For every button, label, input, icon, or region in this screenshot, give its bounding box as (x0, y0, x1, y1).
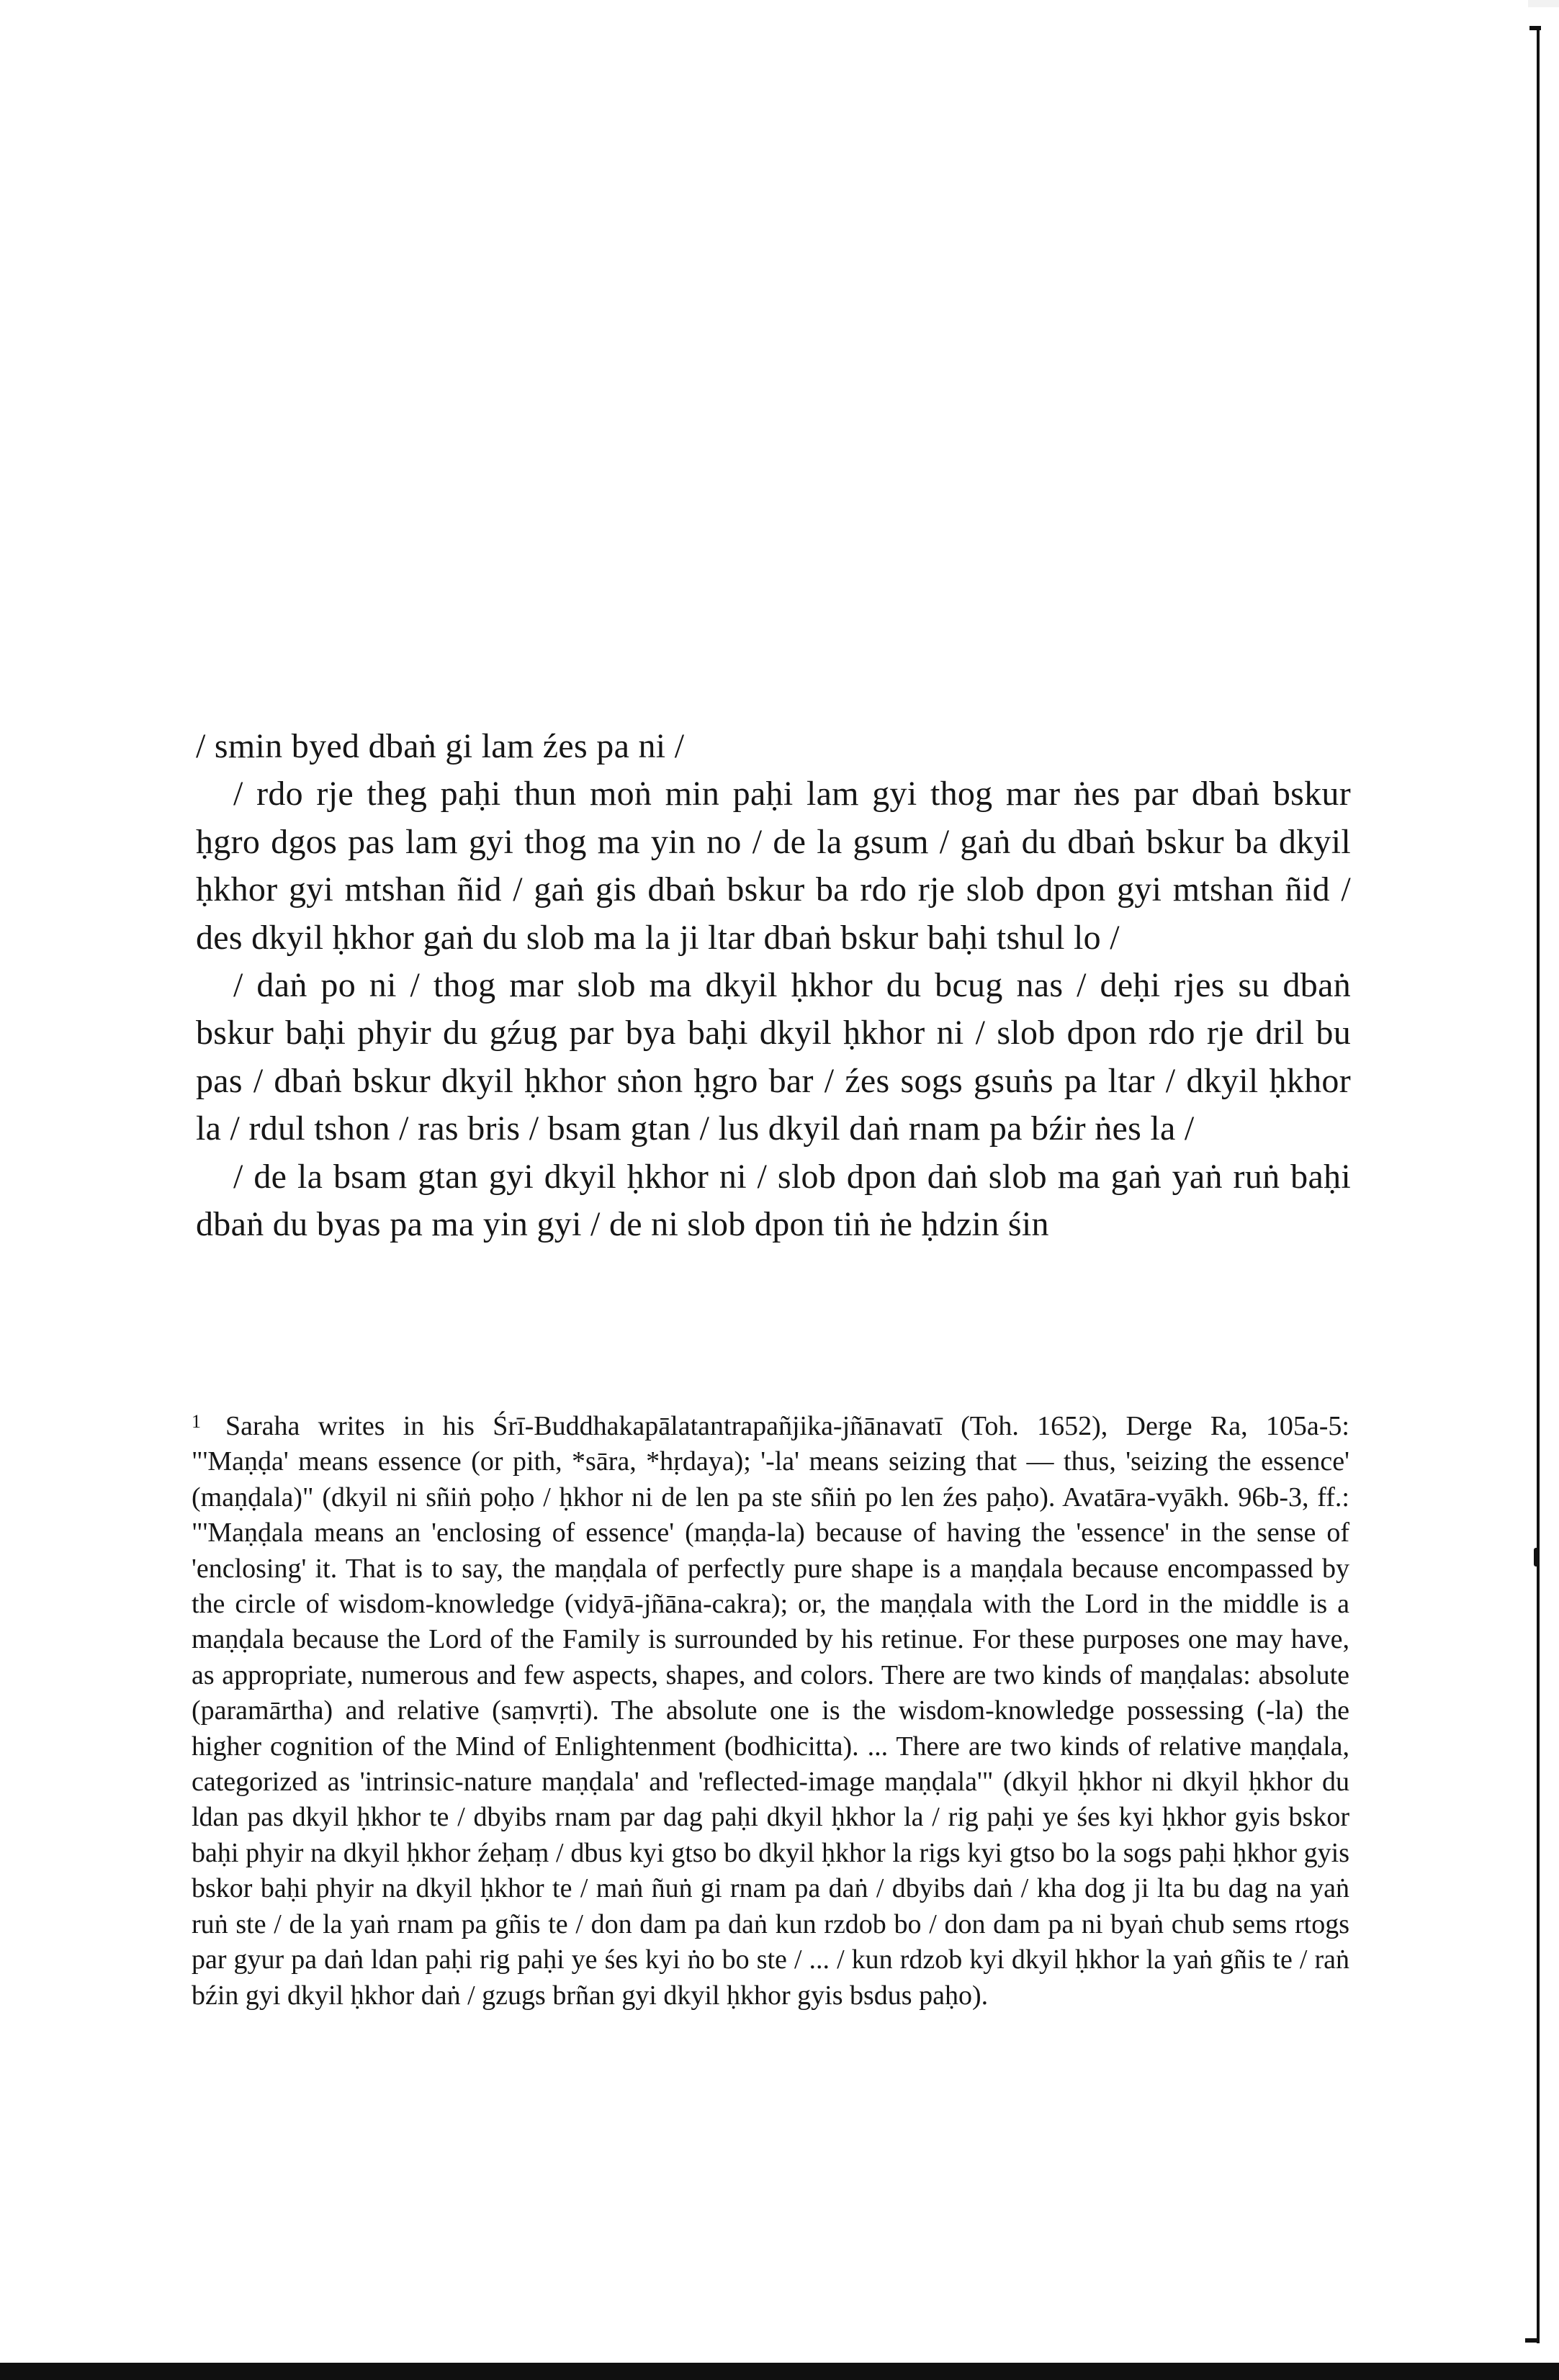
footnote-number: 1 (192, 1411, 201, 1432)
binding-edge-notch (1534, 1548, 1540, 1567)
main-paragraph-3: / daṅ po ni / thog mar slob ma dkyil ḥkhor du bcug nas / deḥi rjes su dbaṅ bskur baḥi phyir du gźug par bya baḥi dkyil ḥkhor ni / slob dpon rdo rje dril bu pas / dbaṅ bskur dkyil ḥkhor sṅon ḥgro bar / źes sogs gsuṅs pa ltar / dkyil ḥkhor la / rdul tshon / ras bris / bsam gtan / lus dkyil daṅ rnam pa bźir ṅes la / (196, 966, 1351, 1148)
main-text-block (196, 723, 1351, 1248)
binding-edge-line (1537, 29, 1540, 2343)
footnote-paragraph (192, 1404, 1349, 2014)
main-paragraph-4: / de la bsam gtan gyi dkyil ḥkhor ni / slob dpon daṅ slob ma gaṅ yaṅ ruṅ baḥi dbaṅ du byas pa ma yin gyi / de ni slob dpon tiṅ ṅe ḥdzin śin (196, 1157, 1351, 1244)
binding-edge-cap-bottom (1525, 2338, 1540, 2343)
main-paragraph-1: / smin byed dbaṅ gi lam źes pa ni / (196, 727, 685, 765)
scan-bottom-band (0, 2363, 1559, 2380)
main-paragraph-2: / rdo rje theg paḥi thun moṅ min paḥi lam gyi thog mar ṅes par dbaṅ bskur ḥgro dgos pas lam gyi thog ma yin no / de la gsum / gaṅ du dbaṅ bskur ba dkyil ḥkhor gyi mtshan ñid / gaṅ gis dbaṅ bskur ba rdo rje slob dpon gyi mtshan ñid / des dkyil ḥkhor gaṅ du slob ma la ji ltar dbaṅ bskur baḥi tshul lo / (196, 775, 1351, 957)
footnote-block (192, 1404, 1349, 2014)
scan-corner-artifact (1528, 0, 1559, 7)
footnote-text: Saraha writes in his Śrī-Buddhakapālatantrapañjika-jñānavatī (Toh. 1652), Derge Ra, 105a-5: "'Maṇḍa' means essence (or pith, *sāra, *hṛdaya); '-la' means seizing that — thus, 'seizing the essence' (maṇḍala)" (dkyil ni sñiṅ poḥo / ḥkhor ni de len pa ste sñiṅ po len źes paḥo). Avatāra-vyākh. 96b-3, ff.: "'Maṇḍala means an 'enclosing of essence' (maṇḍa-la) because of having the 'essence' in the sense of 'enclosing' it. That is to say, the maṇḍala of perfectly pure shape is a maṇḍala because encompassed by the circle of wisdom-knowledge (vidyā-jñāna-cakra); or, the maṇḍala with the Lord in the middle is a maṇḍala because the Lord of the Family is surrounded by his retinue. For these purposes one may have, as appropriate, numerous and few aspects, shapes, and colors. There are two kinds of maṇḍalas: absolute (paramārtha) and relative (saṃvṛti). The absolute one is the wisdom-knowledge possessing (-la) the higher cognition of the Mind of Enlightenment (bodhicitta). ... There are two kinds of relative maṇḍala, categorized as 'intrinsic-nature maṇḍala' and 'reflected-image maṇḍala'" (dkyil ḥkhor ni dkyil ḥkhor du ldan pas dkyil ḥkhor te / dbyibs rnam par dag paḥi dkyil ḥkhor la / rig paḥi ye śes kyi ḥkhor gyis bskor baḥi phyir na dkyil ḥkhor źeḥaṃ / dbus kyi gtso bo dkyil ḥkhor la rigs kyi gtso bo la sogs paḥi ḥkhor gyis bskor baḥi phyir na dkyil ḥkhor te / maṅ ñuṅ gi rnam pa daṅ / dbyibs daṅ / kha dog ji lta bu dag na yaṅ ruṅ ste / de la yaṅ rnam pa gñis te / don dam pa daṅ kun rzdob bo / don dam pa ni byaṅ chub sems rtogs par gyur pa daṅ ldan paḥi rig paḥi ye śes kyi ṅo bo ste / ... / kun rdzob kyi dkyil ḥkhor la yaṅ gñis te / raṅ bźin gyi dkyil ḥkhor daṅ / gzugs brñan gyi dkyil ḥkhor gyis bsdus paḥo). (192, 1411, 1349, 2011)
